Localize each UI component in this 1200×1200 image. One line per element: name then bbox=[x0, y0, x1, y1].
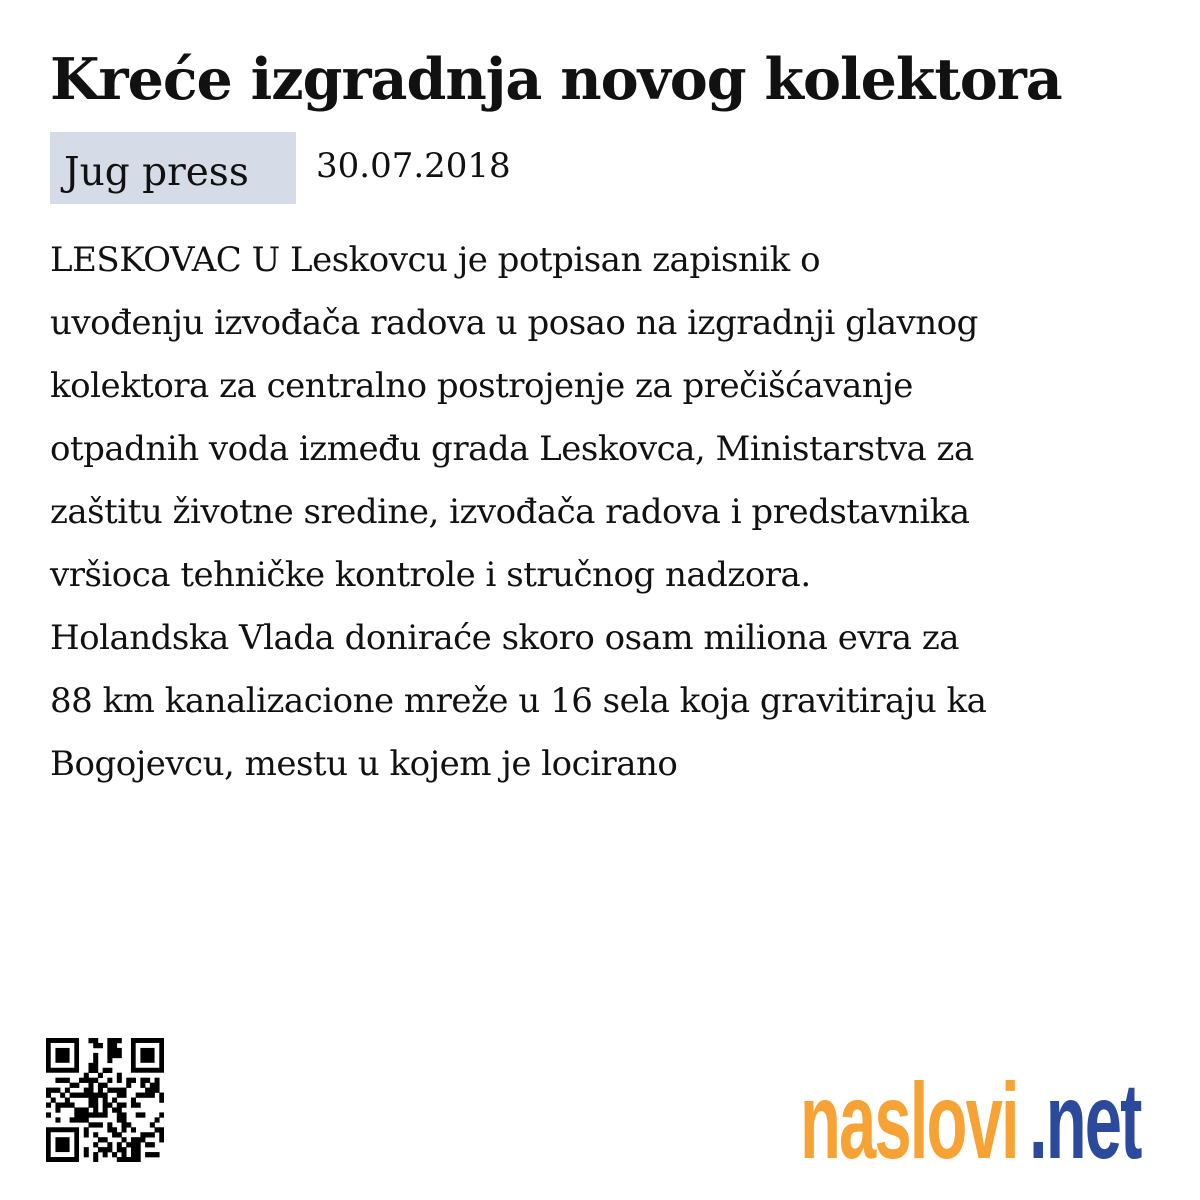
article-body bbox=[50, 229, 1160, 796]
body-line: kolektora za centralno postrojenje za prečišćavanje bbox=[50, 366, 913, 406]
body-line: 88 km kanalizacione mreže u 16 sela koja gravitiraju ka bbox=[50, 681, 987, 721]
logo-main-text: naslovi bbox=[800, 1062, 1018, 1172]
body-line: vršioca tehničke kontrole i stručnog nadzora. bbox=[50, 555, 811, 595]
body-line: uvođenju izvođača radova u posao na izgradnji glavnog bbox=[50, 303, 978, 343]
naslovi-logo[interactable] bbox=[800, 1062, 1166, 1172]
body-line: Holandska Vlada doniraće skoro osam miliona evra za bbox=[50, 618, 960, 658]
body-line: zaštitu životne sredine, izvođača radova i predstavnika bbox=[50, 492, 970, 532]
logo-suffix-text: .net bbox=[1029, 1062, 1141, 1172]
qr-code-icon[interactable] bbox=[46, 1038, 164, 1162]
body-line: LESKOVAC U Leskovcu je potpisan zapisnik o bbox=[50, 240, 821, 280]
source-badge[interactable]: Jug press bbox=[50, 132, 296, 204]
body-line: Bogojevcu, mestu u kojem je locirano bbox=[50, 744, 678, 784]
article-title: Kreće izgradnja novog kolektora bbox=[50, 46, 1062, 113]
body-line: otpadnih voda između grada Leskovca, Ministarstva za bbox=[50, 429, 974, 469]
publish-date: 30.07.2018 bbox=[316, 146, 511, 186]
